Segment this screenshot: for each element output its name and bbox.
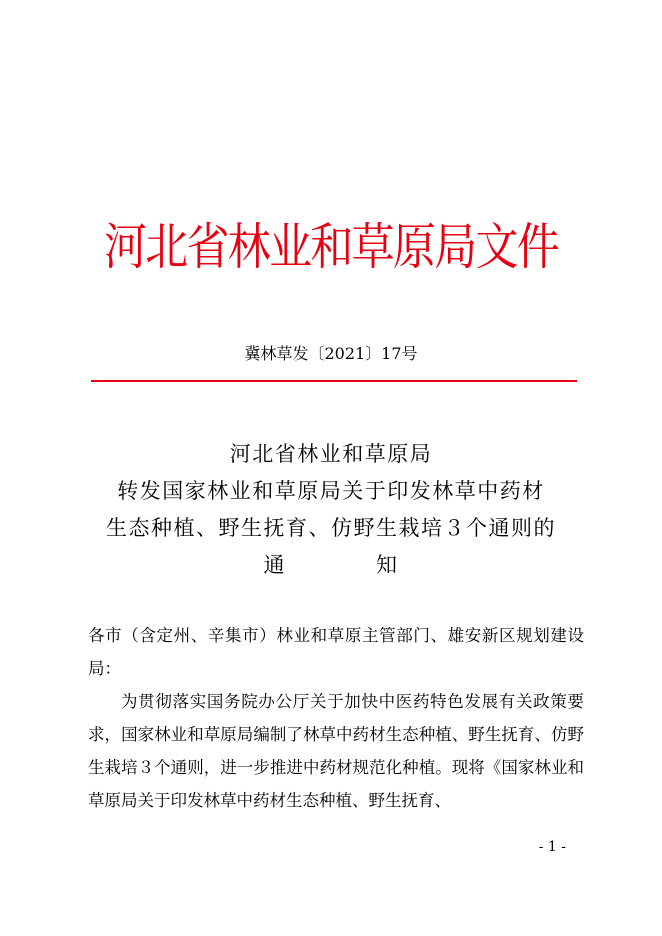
document-number: 冀林草发〔2021〕17号 (244, 344, 418, 363)
body-paragraph: 为贯彻落实国务院办公厅关于加快中医药特色发展有关政策要求，国家林业和草原局编制了林草中药材生态种植、野生抚育、仿野生栽培３个通则，进一步推进中药材规范化种植。现将《国家林业和草原局关于印发林草中药材生态种植、野生抚育、 (88, 692, 584, 810)
title-tong-char: 通 (263, 553, 286, 577)
red-divider-line (91, 380, 577, 382)
document-masthead: 河北省林业和草原局文件 (103, 218, 559, 276)
page-number: - 1 - (538, 839, 566, 855)
document-body (88, 619, 584, 817)
addressee-paragraph: 各市（含定州、辛集市）林业和草原主管部门、雄安新区规划建设局： (88, 626, 584, 678)
title-line-4 (60, 547, 602, 584)
title-line-3: 生态种植、野生抚育、仿野生栽培３个通则的 (106, 516, 556, 540)
title-zhi-char: 知 (376, 553, 399, 577)
title-line-2: 转发国家林业和草原局关于印发林草中药材 (117, 479, 545, 503)
document-title (60, 436, 602, 584)
title-line-1: 河北省林业和草原局 (229, 442, 433, 466)
